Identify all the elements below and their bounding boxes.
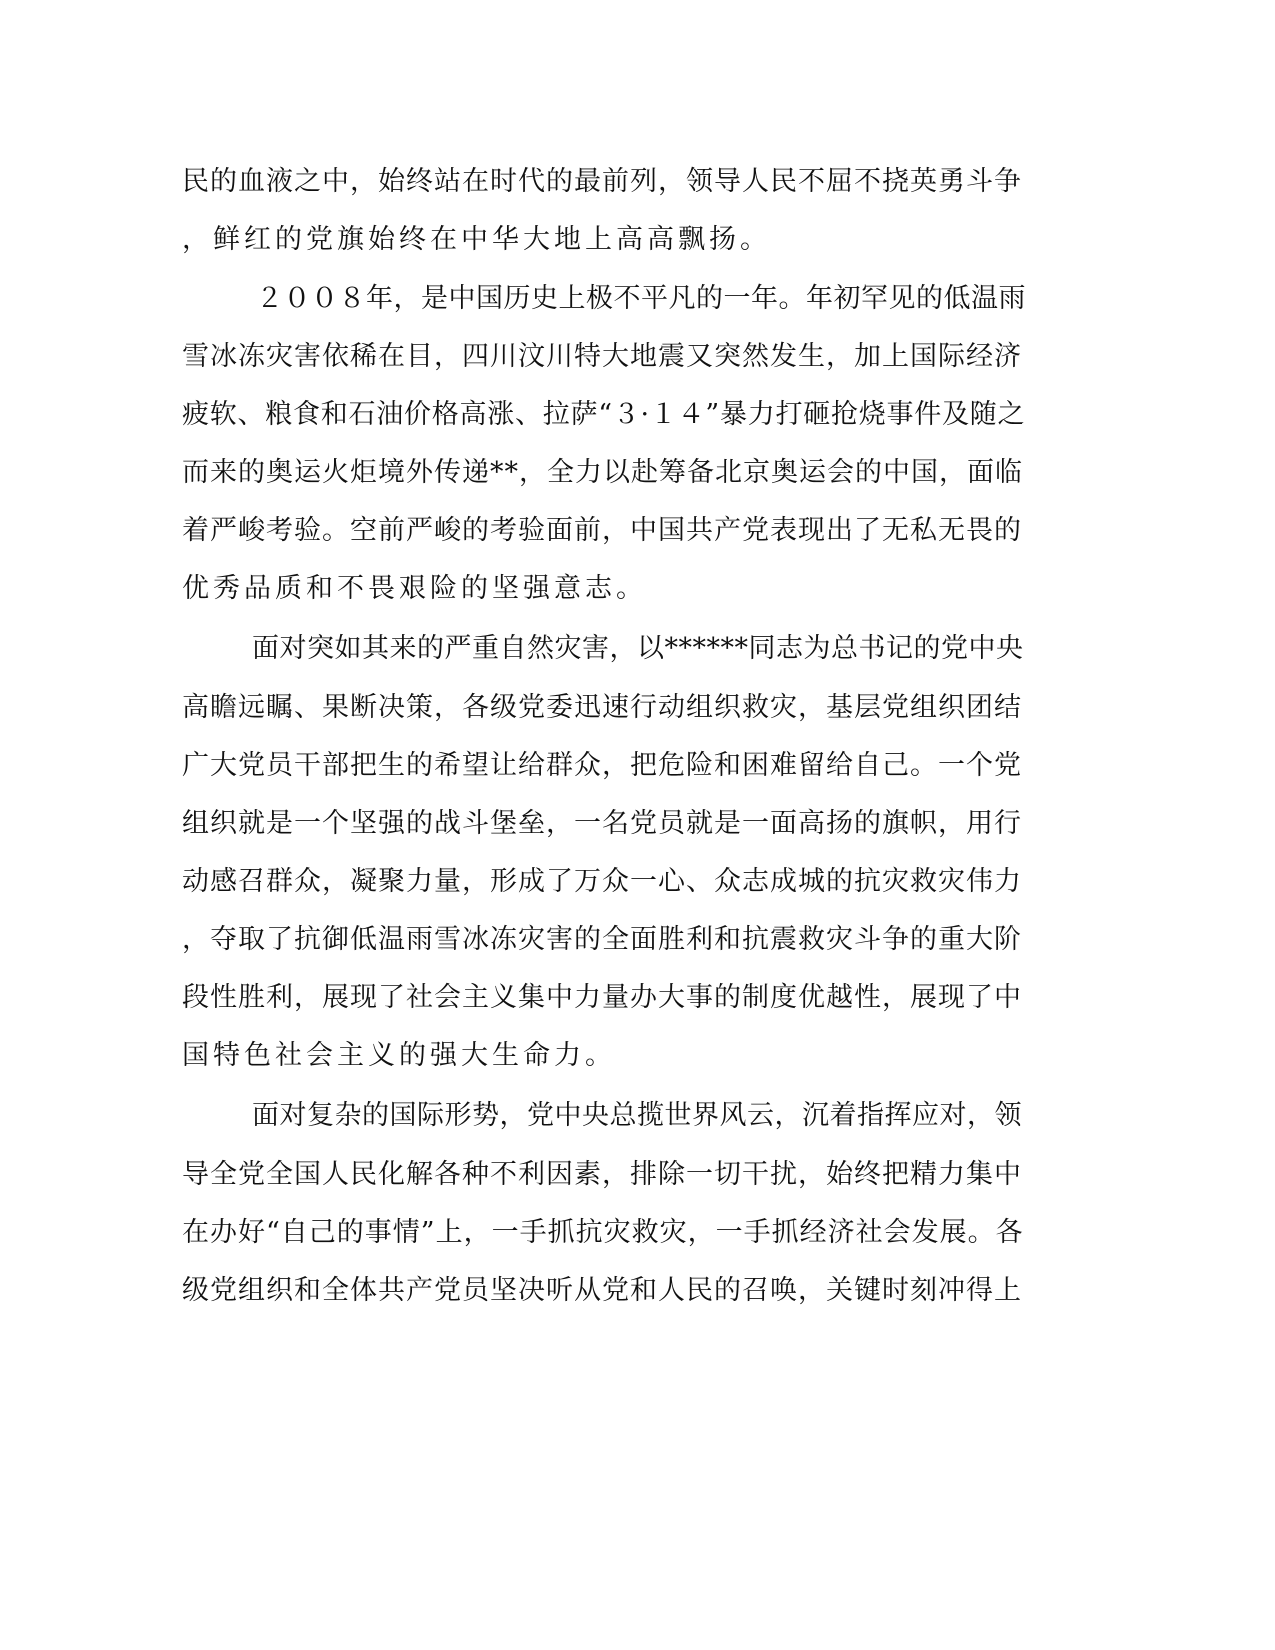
paragraph-4-line-3: 在办好“自己的事情”上，一手抓抗灾救灾，一手抓经济社会发展。各 [182, 1217, 1024, 1248]
paragraph-3-line-4: 组织就是一个坚强的战斗堡垒，一名党员就是一面高扬的旗帜，用行 [182, 808, 1022, 839]
paragraph-3-line-6: ，夺取了抗御低温雨雪冰冻灾害的全面胜利和抗震救灾斗争的重大阶 [182, 924, 1022, 955]
paragraph-1-line-2: ，鲜红的党旗始终在中华大地上高高飘扬。 [182, 224, 771, 255]
paragraph-3-line-7: 段性胜利，展现了社会主义集中力量办大事的制度优越性，展现了中 [182, 982, 1022, 1013]
paragraph-2-line-2: 雪冰冻灾害依稀在目，四川汶川特大地震又突然发生，加上国际经济 [182, 341, 1022, 372]
paragraph-3-line-8: 国特色社会主义的强大生命力。 [182, 1040, 616, 1071]
paragraph-2-line-1: ２００８年，是中国历史上极不平凡的一年。年初罕见的低温雨 [256, 283, 1026, 314]
paragraph-3-line-3: 广大党员干部把生的希望让给群众，把危险和困难留给自己。一个党 [182, 750, 1022, 781]
paragraph-4-line-2: 导全党全国人民化解各种不利因素，排除一切干扰，始终把精力集中 [182, 1159, 1022, 1190]
paragraph-3-line-2: 高瞻远瞩、果断决策，各级党委迅速行动组织救灾，基层党组织团结 [182, 692, 1022, 723]
paragraph-4-line-4: 级党组织和全体共产党员坚决听从党和人民的召唤，关键时刻冲得上 [182, 1275, 1022, 1306]
paragraph-1-line-1: 民的血液之中，始终站在时代的最前列，领导人民不屈不挠英勇斗争 [182, 166, 1022, 197]
paragraph-2-line-4: 而来的奥运火炬境外传递**，全力以赴筹备北京奥运会的中国，面临 [182, 457, 1023, 488]
paragraph-2-line-3: 疲软、粮食和石油价格高涨、拉萨“３·１４”暴力打砸抢烧事件及随之 [182, 399, 1026, 430]
paragraph-2-line-5: 着严峻考验。空前严峻的考验面前，中国共产党表现出了无私无畏的 [182, 515, 1022, 546]
paragraph-3-line-5: 动感召群众，凝聚力量，形成了万众一心、众志成城的抗灾救灾伟力 [182, 866, 1022, 897]
paragraph-4-line-1: 面对复杂的国际形势，党中央总揽世界风云，沉着指挥应对，领 [252, 1100, 1022, 1131]
paragraph-2-line-6: 优秀品质和不畏艰险的坚强意志。 [182, 573, 647, 604]
paragraph-3-line-1: 面对突如其来的严重自然灾害，以******同志为总书记的党中央 [252, 633, 1024, 664]
